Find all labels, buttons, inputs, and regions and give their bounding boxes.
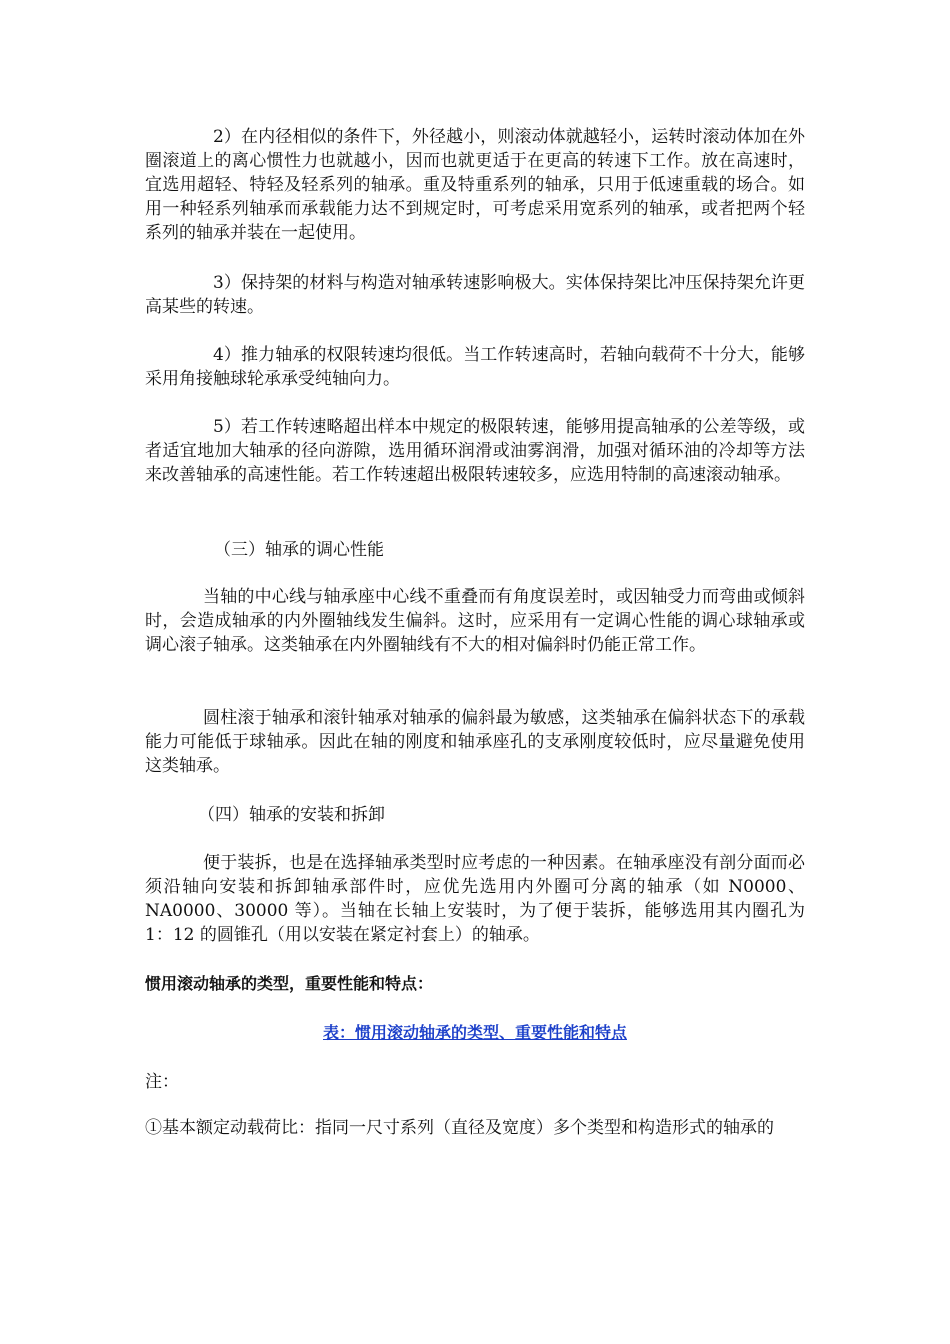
paragraph-cage-material: 3）保持架的材料与构造对轴承转速影响极大。实体保持架比冲压保持架允许更高某些的转速。 (145, 273, 805, 317)
paragraph-installation: 便于装拆，也是在选择轴承类型时应考虑的一种因素。在轴承座没有剖分面而必须沿轴向安装和拆卸轴承部件时，应优先选用内外圈可分离的轴承（如 N0000、NA0000、30000 等）。当轴在长轴上安装时，为了便于装拆，能够选用其内圈孔为 1：12 的圆锥孔（用以安装在紧定衬套上）的轴承。 (145, 853, 805, 945)
paragraph-speed-outer-diameter: 2）在内径相似的条件下，外径越小，则滚动体就越轻小，运转时滚动体加在外圈滚道上的离心惯性力也就越小，因而也就更适于在更高的转速下工作。放在高速时，宜选用超轻、特轻及轻系列的轴承。重及特重系列的轴承，只用于低速重载的场合。如用一种轻系列轴承而承载能力达不到规定时，可考虑采用宽系列的轴承，或者把两个轻系列的轴承并装在一起使用。 (145, 127, 805, 243)
paragraph-self-aligning: 当轴的中心线与轴承座中心线不重叠而有角度误差时，或因轴受力而弯曲或倾斜时，会造成轴承的内外圈轴线发生偏斜。这时，应采用有一定调心性能的调心球轴承或调心滚子轴承。这类轴承在内外圈轴线有不大的相对偏斜时仍能正常工作。 (145, 587, 805, 655)
paragraph-cylindrical-roller: 圆柱滚于轴承和滚针轴承对轴承的偏斜最为敏感，这类轴承在偏斜状态下的承载能力可能低于球轴承。因此在轴的刚度和轴承座孔的支承刚度较低时，应尽量避免使用这类轴承。 (145, 708, 805, 776)
table-link[interactable]: 表：惯用滚动轴承的类型、重要性能和特点 (322, 1023, 627, 1042)
paragraph-high-speed: 5）若工作转速略超出样本中规定的极限转速，能够用提高轴承的公差等级，或者适宜地加大轴承的径向游隙，选用循环润滑或油雾润滑，加强对循环油的冷却等方法来改善轴承的高速性能。若工作转速超出极限转速较多，应选用特制的高速滚动轴承。 (145, 417, 805, 485)
heading-installation: （四）轴承的安装和拆卸 (198, 805, 385, 825)
section-title: 惯用滚动轴承的类型，重要性能和特点： (145, 974, 434, 993)
paragraph-thrust-bearing: 4）推力轴承的权限转速均很低。当工作转速高时，若轴向载荷不十分大，能够采用角接触球轮承承受纯轴向力。 (145, 345, 805, 389)
note-label: 注： (145, 1072, 179, 1092)
note-item-1: ①基本额定动载荷比：指同一尺寸系列（直径及宽度）多个类型和构造形式的轴承的 (145, 1118, 774, 1138)
heading-self-aligning: （三）轴承的调心性能 (214, 540, 384, 560)
